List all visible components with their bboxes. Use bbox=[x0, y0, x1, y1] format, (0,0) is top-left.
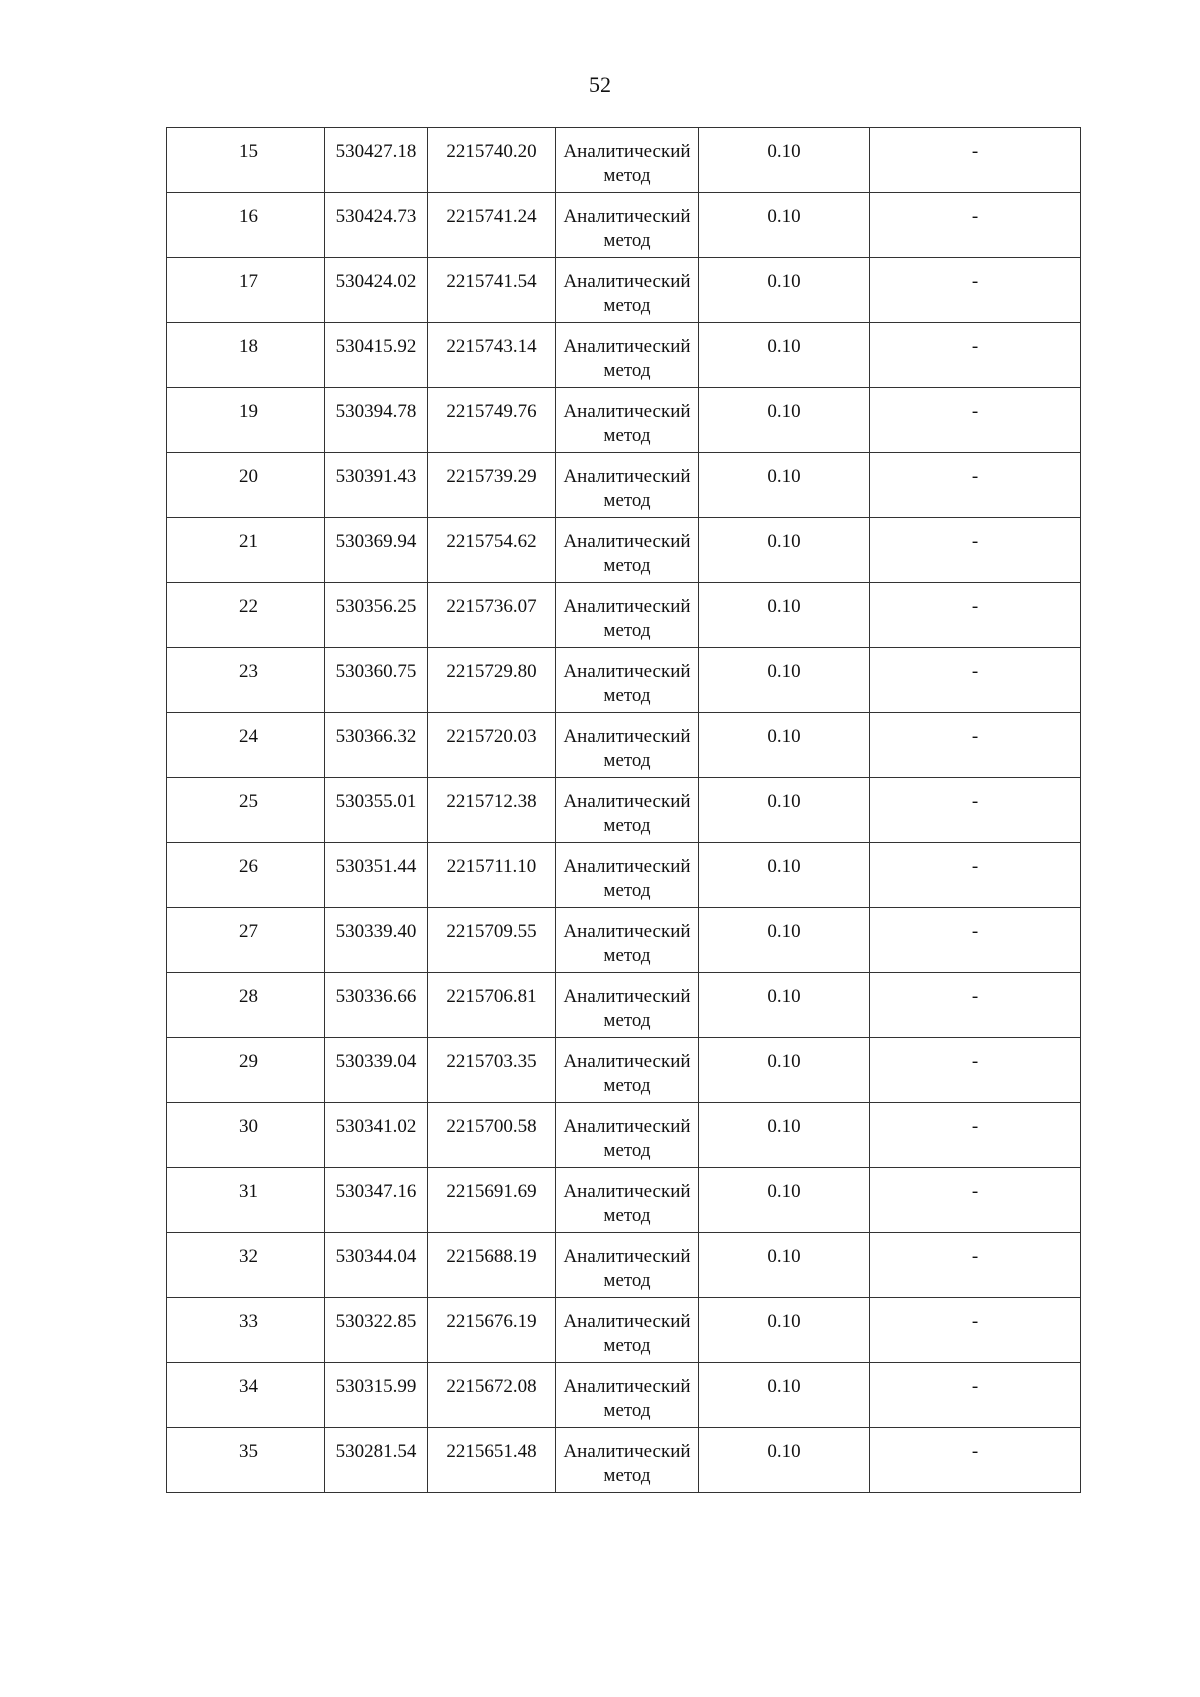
x-coordinate-cell: 530351.44 bbox=[325, 843, 428, 908]
note-cell: - bbox=[870, 843, 1081, 908]
method-cell bbox=[556, 973, 699, 1038]
method-line: метод bbox=[603, 295, 651, 316]
method-cell bbox=[556, 1103, 699, 1168]
page-number: 52 bbox=[589, 72, 611, 97]
method-line: Аналитический bbox=[563, 336, 691, 357]
method-line: Аналитический bbox=[563, 466, 691, 487]
x-coordinate-cell: 530427.18 bbox=[325, 128, 428, 193]
y-coordinate-cell: 2215740.20 bbox=[428, 128, 556, 193]
method-cell bbox=[556, 908, 699, 973]
method-line: метод bbox=[603, 815, 651, 836]
table-row bbox=[167, 843, 1081, 908]
accuracy-cell: 0.10 bbox=[699, 323, 870, 388]
point-number-cell: 16 bbox=[167, 193, 325, 258]
table-row bbox=[167, 1103, 1081, 1168]
method-cell bbox=[556, 1363, 699, 1428]
point-number-cell: 33 bbox=[167, 1298, 325, 1363]
x-coordinate-cell: 530391.43 bbox=[325, 453, 428, 518]
note-cell: - bbox=[870, 778, 1081, 843]
point-number-cell: 31 bbox=[167, 1168, 325, 1233]
method-cell bbox=[556, 1428, 699, 1493]
method-line: метод bbox=[603, 490, 651, 511]
table-row bbox=[167, 1298, 1081, 1363]
method-line: метод bbox=[603, 230, 651, 251]
x-coordinate-cell: 530281.54 bbox=[325, 1428, 428, 1493]
accuracy-cell: 0.10 bbox=[699, 388, 870, 453]
accuracy-cell: 0.10 bbox=[699, 1038, 870, 1103]
note-cell: - bbox=[870, 193, 1081, 258]
point-number-cell: 19 bbox=[167, 388, 325, 453]
table-row bbox=[167, 518, 1081, 583]
method-cell bbox=[556, 193, 699, 258]
method-cell bbox=[556, 1168, 699, 1233]
table-row bbox=[167, 258, 1081, 323]
y-coordinate-cell: 2215688.19 bbox=[428, 1233, 556, 1298]
method-line: Аналитический bbox=[563, 1246, 691, 1267]
point-number-cell: 24 bbox=[167, 713, 325, 778]
y-coordinate-cell: 2215743.14 bbox=[428, 323, 556, 388]
method-line: метод bbox=[603, 1335, 651, 1356]
method-line: Аналитический bbox=[563, 791, 691, 812]
y-coordinate-cell: 2215741.54 bbox=[428, 258, 556, 323]
method-line: Аналитический bbox=[563, 1376, 691, 1397]
accuracy-cell: 0.10 bbox=[699, 1363, 870, 1428]
note-cell: - bbox=[870, 388, 1081, 453]
method-line: метод bbox=[603, 750, 651, 771]
table-row bbox=[167, 128, 1081, 193]
method-cell bbox=[556, 323, 699, 388]
table-row bbox=[167, 713, 1081, 778]
y-coordinate-cell: 2215736.07 bbox=[428, 583, 556, 648]
method-line: Аналитический bbox=[563, 141, 691, 162]
y-coordinate-cell: 2215651.48 bbox=[428, 1428, 556, 1493]
x-coordinate-cell: 530336.66 bbox=[325, 973, 428, 1038]
method-line: метод bbox=[603, 685, 651, 706]
point-number-cell: 21 bbox=[167, 518, 325, 583]
method-line: метод bbox=[603, 425, 651, 446]
method-cell bbox=[556, 518, 699, 583]
method-line: Аналитический bbox=[563, 986, 691, 1007]
method-cell bbox=[556, 648, 699, 713]
method-line: Аналитический bbox=[563, 661, 691, 682]
y-coordinate-cell: 2215749.76 bbox=[428, 388, 556, 453]
method-line: метод bbox=[603, 620, 651, 641]
accuracy-cell: 0.10 bbox=[699, 713, 870, 778]
method-cell bbox=[556, 778, 699, 843]
method-cell bbox=[556, 713, 699, 778]
method-cell bbox=[556, 453, 699, 518]
table-row bbox=[167, 1363, 1081, 1428]
point-number-cell: 32 bbox=[167, 1233, 325, 1298]
y-coordinate-cell: 2215720.03 bbox=[428, 713, 556, 778]
method-cell bbox=[556, 128, 699, 193]
table-row bbox=[167, 583, 1081, 648]
method-cell bbox=[556, 1038, 699, 1103]
y-coordinate-cell: 2215700.58 bbox=[428, 1103, 556, 1168]
table-row bbox=[167, 193, 1081, 258]
accuracy-cell: 0.10 bbox=[699, 453, 870, 518]
x-coordinate-cell: 530415.92 bbox=[325, 323, 428, 388]
x-coordinate-cell: 530424.02 bbox=[325, 258, 428, 323]
method-line: метод bbox=[603, 1465, 651, 1486]
table-row bbox=[167, 908, 1081, 973]
accuracy-cell: 0.10 bbox=[699, 583, 870, 648]
point-number-cell: 30 bbox=[167, 1103, 325, 1168]
accuracy-cell: 0.10 bbox=[699, 1103, 870, 1168]
x-coordinate-cell: 530344.04 bbox=[325, 1233, 428, 1298]
accuracy-cell: 0.10 bbox=[699, 128, 870, 193]
table-row bbox=[167, 388, 1081, 453]
method-line: Аналитический bbox=[563, 1116, 691, 1137]
accuracy-cell: 0.10 bbox=[699, 193, 870, 258]
coordinates-table bbox=[166, 127, 1081, 1493]
y-coordinate-cell: 2215709.55 bbox=[428, 908, 556, 973]
method-line: метод bbox=[603, 165, 651, 186]
note-cell: - bbox=[870, 258, 1081, 323]
method-cell bbox=[556, 843, 699, 908]
accuracy-cell: 0.10 bbox=[699, 258, 870, 323]
accuracy-cell: 0.10 bbox=[699, 778, 870, 843]
method-line: Аналитический bbox=[563, 531, 691, 552]
x-coordinate-cell: 530356.25 bbox=[325, 583, 428, 648]
x-coordinate-cell: 530360.75 bbox=[325, 648, 428, 713]
y-coordinate-cell: 2215739.29 bbox=[428, 453, 556, 518]
method-cell bbox=[556, 583, 699, 648]
x-coordinate-cell: 530315.99 bbox=[325, 1363, 428, 1428]
note-cell: - bbox=[870, 1363, 1081, 1428]
x-coordinate-cell: 530347.16 bbox=[325, 1168, 428, 1233]
note-cell: - bbox=[870, 1233, 1081, 1298]
method-line: Аналитический bbox=[563, 271, 691, 292]
note-cell: - bbox=[870, 973, 1081, 1038]
method-line: метод bbox=[603, 880, 651, 901]
x-coordinate-cell: 530366.32 bbox=[325, 713, 428, 778]
y-coordinate-cell: 2215676.19 bbox=[428, 1298, 556, 1363]
table-row bbox=[167, 1168, 1081, 1233]
accuracy-cell: 0.10 bbox=[699, 908, 870, 973]
point-number-cell: 20 bbox=[167, 453, 325, 518]
note-cell: - bbox=[870, 323, 1081, 388]
coordinates-table-body bbox=[167, 128, 1081, 1493]
note-cell: - bbox=[870, 908, 1081, 973]
x-coordinate-cell: 530355.01 bbox=[325, 778, 428, 843]
table-row bbox=[167, 973, 1081, 1038]
accuracy-cell: 0.10 bbox=[699, 1298, 870, 1363]
method-line: метод bbox=[603, 360, 651, 381]
table-row bbox=[167, 1233, 1081, 1298]
y-coordinate-cell: 2215729.80 bbox=[428, 648, 556, 713]
method-line: Аналитический bbox=[563, 856, 691, 877]
method-cell bbox=[556, 258, 699, 323]
table-row bbox=[167, 648, 1081, 713]
table-row bbox=[167, 1428, 1081, 1493]
point-number-cell: 28 bbox=[167, 973, 325, 1038]
method-line: метод bbox=[603, 1400, 651, 1421]
method-line: Аналитический bbox=[563, 1311, 691, 1332]
y-coordinate-cell: 2215711.10 bbox=[428, 843, 556, 908]
table-row bbox=[167, 1038, 1081, 1103]
method-cell bbox=[556, 1233, 699, 1298]
method-line: метод bbox=[603, 1075, 651, 1096]
x-coordinate-cell: 530341.02 bbox=[325, 1103, 428, 1168]
x-coordinate-cell: 530424.73 bbox=[325, 193, 428, 258]
accuracy-cell: 0.10 bbox=[699, 518, 870, 583]
method-line: метод bbox=[603, 1205, 651, 1226]
y-coordinate-cell: 2215754.62 bbox=[428, 518, 556, 583]
table-row bbox=[167, 453, 1081, 518]
table-row bbox=[167, 323, 1081, 388]
x-coordinate-cell: 530369.94 bbox=[325, 518, 428, 583]
method-line: Аналитический bbox=[563, 1441, 691, 1462]
accuracy-cell: 0.10 bbox=[699, 648, 870, 713]
note-cell: - bbox=[870, 1103, 1081, 1168]
x-coordinate-cell: 530339.04 bbox=[325, 1038, 428, 1103]
point-number-cell: 23 bbox=[167, 648, 325, 713]
y-coordinate-cell: 2215712.38 bbox=[428, 778, 556, 843]
method-line: метод bbox=[603, 1140, 651, 1161]
note-cell: - bbox=[870, 648, 1081, 713]
method-line: Аналитический bbox=[563, 726, 691, 747]
point-number-cell: 17 bbox=[167, 258, 325, 323]
note-cell: - bbox=[870, 713, 1081, 778]
point-number-cell: 22 bbox=[167, 583, 325, 648]
point-number-cell: 35 bbox=[167, 1428, 325, 1493]
method-line: Аналитический bbox=[563, 206, 691, 227]
method-line: метод bbox=[603, 945, 651, 966]
table-row bbox=[167, 778, 1081, 843]
note-cell: - bbox=[870, 1168, 1081, 1233]
method-line: Аналитический bbox=[563, 1051, 691, 1072]
method-cell bbox=[556, 1298, 699, 1363]
point-number-cell: 34 bbox=[167, 1363, 325, 1428]
note-cell: - bbox=[870, 1038, 1081, 1103]
point-number-cell: 25 bbox=[167, 778, 325, 843]
accuracy-cell: 0.10 bbox=[699, 1168, 870, 1233]
point-number-cell: 26 bbox=[167, 843, 325, 908]
x-coordinate-cell: 530339.40 bbox=[325, 908, 428, 973]
y-coordinate-cell: 2215703.35 bbox=[428, 1038, 556, 1103]
point-number-cell: 29 bbox=[167, 1038, 325, 1103]
note-cell: - bbox=[870, 1298, 1081, 1363]
point-number-cell: 18 bbox=[167, 323, 325, 388]
method-line: метод bbox=[603, 555, 651, 576]
method-line: Аналитический bbox=[563, 1181, 691, 1202]
x-coordinate-cell: 530394.78 bbox=[325, 388, 428, 453]
method-line: метод bbox=[603, 1270, 651, 1291]
accuracy-cell: 0.10 bbox=[699, 1428, 870, 1493]
point-number-cell: 15 bbox=[167, 128, 325, 193]
method-line: Аналитический bbox=[563, 596, 691, 617]
method-cell bbox=[556, 388, 699, 453]
accuracy-cell: 0.10 bbox=[699, 973, 870, 1038]
note-cell: - bbox=[870, 518, 1081, 583]
y-coordinate-cell: 2215741.24 bbox=[428, 193, 556, 258]
y-coordinate-cell: 2215706.81 bbox=[428, 973, 556, 1038]
method-line: метод bbox=[603, 1010, 651, 1031]
y-coordinate-cell: 2215672.08 bbox=[428, 1363, 556, 1428]
x-coordinate-cell: 530322.85 bbox=[325, 1298, 428, 1363]
y-coordinate-cell: 2215691.69 bbox=[428, 1168, 556, 1233]
note-cell: - bbox=[870, 583, 1081, 648]
accuracy-cell: 0.10 bbox=[699, 1233, 870, 1298]
method-line: Аналитический bbox=[563, 401, 691, 422]
note-cell: - bbox=[870, 453, 1081, 518]
note-cell: - bbox=[870, 128, 1081, 193]
note-cell: - bbox=[870, 1428, 1081, 1493]
point-number-cell: 27 bbox=[167, 908, 325, 973]
method-line: Аналитический bbox=[563, 921, 691, 942]
accuracy-cell: 0.10 bbox=[699, 843, 870, 908]
